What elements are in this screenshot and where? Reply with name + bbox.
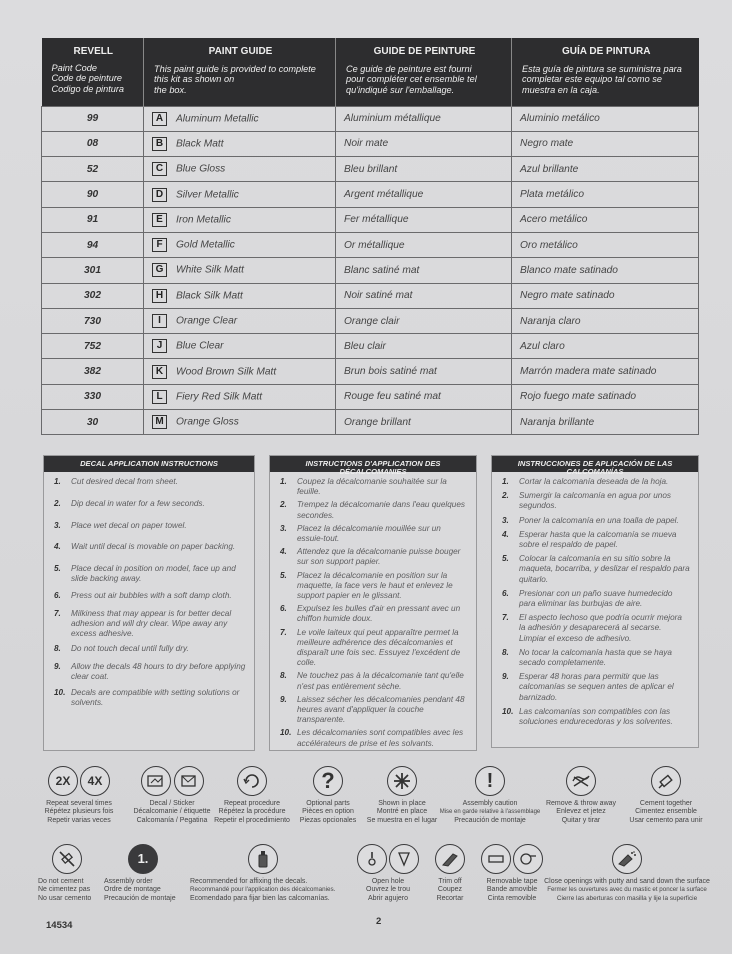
step-number: 3. [502, 515, 509, 525]
step-number: 5. [54, 564, 61, 574]
header-guia-pintura: GUÍA DE PINTURA Esta guía de pintura se suministra para completar este equipo tal como se muestra en la caja. [512, 38, 699, 106]
paint-code: 52 [42, 157, 144, 182]
paint-name-fr: Orange clair [336, 308, 512, 333]
kit-number: 14534 [46, 920, 73, 931]
step-text: Esperar 48 horas para permitir que las calcomanías se sequen antes de aplicar el barnizado. [519, 672, 674, 702]
paint-code: 91 [42, 207, 144, 232]
paint-name-en: Orange Clear [176, 315, 238, 327]
step-number: 8. [502, 647, 509, 657]
decal-step [280, 571, 468, 602]
paint-code: 30 [42, 410, 144, 435]
paint-letter: C [152, 162, 167, 176]
decal-step [502, 477, 690, 487]
decal-steps-list [270, 472, 476, 749]
symbol-trim-off [420, 844, 480, 903]
decal-step [502, 648, 690, 668]
paint-name-fr: Or métallique [336, 232, 512, 257]
step-text: Coupez la décalcomanie souhaitée sur la feuille. [297, 477, 447, 497]
decal-instructions-title: DECAL APPLICATION INSTRUCTIONS [44, 456, 254, 472]
paint-row [42, 207, 699, 232]
header-line: Paint Code [51, 62, 97, 73]
paint-name-es: Marrón madera mate satinado [512, 359, 699, 384]
symbol-optional-parts [290, 766, 366, 825]
symbol-label: Se muestra en el lugar [366, 816, 438, 824]
step-text: Esperar hasta que la calcomanía se mueva sobre el respaldo de papel. [519, 529, 677, 550]
header-line: pour compléter cet ensemble tel [346, 74, 477, 85]
symbol-label: Ne cimentez pas [38, 886, 91, 894]
paint-letter: B [152, 137, 167, 151]
symbol-label: Calcomanía / Pegatina [136, 816, 208, 824]
header-line: Ce guide de peinture est fourni [346, 63, 472, 74]
header-line: muestra en la caja. [522, 84, 600, 95]
step-number: 7. [54, 608, 61, 618]
step-number: 5. [280, 570, 287, 580]
symbol-label: Cinta removible [487, 894, 537, 902]
symbol-remove-throw-away [540, 766, 622, 825]
symbol-label: Open hole [371, 878, 405, 885]
symbol-label: Quitar y tirar [561, 816, 601, 824]
assembly-order-icon: 1. [128, 844, 158, 874]
step-text: Las calcomanías son compatibles con las soluciones endurecedoras y los solventes. [519, 706, 673, 727]
paint-name-fr: Aluminium métallique [336, 106, 512, 131]
paint-row [42, 359, 699, 384]
symbol-label: Enlevez et jetez [556, 808, 606, 816]
step-text: Placez la décalcomanie mouillée sur un essuie-tout. [297, 523, 441, 544]
paint-table-header [42, 38, 699, 106]
paint-name-fr: Blanc satiné mat [336, 258, 512, 283]
decal-step [502, 613, 690, 644]
paint-name-fr: Noir satiné mat [336, 283, 512, 308]
header-line: the box. [154, 84, 187, 95]
paint-en-cell [144, 131, 336, 156]
shown-in-place-icon [387, 766, 417, 796]
paint-letter: M [152, 415, 167, 429]
decal-step [280, 547, 468, 567]
decal-step [54, 609, 246, 640]
symbol-label: Removable tape [486, 878, 538, 885]
symbol-label: Shown in place [378, 800, 426, 807]
paint-name-es: Negro mate satinado [512, 283, 699, 308]
step-text: Place wet decal on paper towel. [71, 520, 187, 530]
paint-name-fr: Fer métallique [336, 207, 512, 232]
header-paint-guide: PAINT GUIDE This paint guide is provided to complete this kit as shown on the box. [144, 38, 336, 106]
paint-letter: E [152, 213, 167, 227]
step-text: Cut desired decal from sheet. [71, 477, 178, 486]
paint-en-cell [144, 182, 336, 207]
paint-row [42, 131, 699, 156]
paint-row [42, 283, 699, 308]
paint-code: 94 [42, 232, 144, 257]
header-line: Code de peinture [51, 73, 122, 84]
paint-row [42, 384, 699, 409]
decal-step [502, 491, 690, 511]
step-text: Allow the decals 48 hours to dry before applying clear coat. [71, 661, 246, 681]
paint-letter: A [152, 112, 167, 126]
symbol-removable-tape [478, 844, 546, 903]
step-number: 2. [280, 500, 287, 510]
header-line: qu'indiqué sur l'emballage. [346, 84, 455, 95]
symbol-label: Répétez plusieurs fois [44, 808, 114, 816]
step-text: Expulsez les bulles d'air en pressant avec un chiffon humide doux. [297, 604, 461, 624]
paint-name-fr: Orange brillant [336, 410, 512, 435]
step-text: Milkiness that may appear is for better decal adhesion and will dry clear. Wipe away any excess adhesive. [71, 608, 232, 639]
step-number: 7. [280, 627, 287, 637]
step-text: Sumergir la calcomanía en agua por unos segundos. [519, 491, 672, 511]
recommended-affixing-icon [248, 844, 278, 874]
paint-name-es: Rojo fuego mate satinado [512, 384, 699, 409]
paint-code: 90 [42, 182, 144, 207]
paint-en-cell [144, 258, 336, 283]
header-line: Codigo de pintura [51, 83, 125, 94]
paint-name-es: Naranja claro [512, 308, 699, 333]
paint-en-cell [144, 410, 336, 435]
decal-instructions-title: INSTRUCTIONS D'APPLICATION DES DÉCALCOMANIES [270, 456, 476, 472]
decal-step [280, 604, 468, 624]
paint-letter: J [152, 339, 167, 353]
page-number: 2 [376, 916, 382, 927]
step-number: 6. [502, 588, 509, 598]
paint-table-body [42, 106, 699, 435]
symbol-label: Piezas opcionales [299, 816, 357, 824]
step-text: Place decal in position on model, face up and slide backing away. [71, 564, 236, 584]
paint-name-es: Naranja brillante [512, 410, 699, 435]
paint-name-en: Black Matt [176, 138, 224, 150]
do-not-cement-icon [52, 844, 82, 874]
symbol-label: Cimentez ensemble [635, 808, 697, 816]
step-number: 8. [280, 671, 287, 681]
symbol-label: Cierre las aberturas con masilla y lije la superficie [556, 894, 698, 902]
symbol-label: Ouvrez le trou [366, 886, 410, 894]
paint-letter: H [152, 289, 167, 303]
symbol-label: Repetir varias veces [47, 816, 111, 824]
decal-step [54, 564, 246, 584]
symbol-label: Assembly caution [462, 800, 518, 807]
paint-en-cell [144, 283, 336, 308]
paint-name-fr: Noir mate [336, 131, 512, 156]
step-number: 7. [502, 613, 509, 623]
step-text: Decals are compatible with setting solutions or solvents. [71, 688, 240, 708]
symbol-label: Recortar [436, 894, 464, 902]
paint-name-es: Aluminio metálico [512, 106, 699, 131]
paint-row [42, 334, 699, 359]
symbol-label: Ordre de montage [104, 886, 161, 894]
symbol-cement-together [622, 766, 710, 825]
paint-name-en: Orange Gloss [176, 416, 239, 428]
symbol-label: Assembly order [104, 878, 153, 885]
step-number: 1. [54, 477, 61, 486]
step-number: 3. [54, 520, 61, 530]
symbol-repeat-procedure [212, 766, 292, 825]
badge-4x: 4X [80, 766, 110, 796]
paint-name-en: White Silk Matt [176, 265, 244, 277]
paint-name-en: Black Silk Matt [176, 290, 243, 302]
trim-off-icon [435, 844, 465, 874]
step-text: Dip decal in water for a few seconds. [71, 498, 205, 508]
paint-name-es: Blanco mate satinado [512, 258, 699, 283]
cement-together-icon [651, 766, 681, 796]
paint-name-fr: Brun bois satiné mat [336, 359, 512, 384]
optional-parts-icon: ? [313, 766, 343, 796]
paint-name-en: Fiery Red Silk Matt [176, 391, 263, 403]
paint-name-fr: Bleu brillant [336, 157, 512, 182]
repeat-2x-4x-icon [38, 766, 120, 796]
paint-en-cell [144, 384, 336, 409]
symbol-label: Cement together [639, 800, 693, 807]
symbol-label: Recommandé pour l'application des décalcomanies. [190, 886, 336, 894]
step-number: 2. [54, 498, 61, 508]
step-text: Laissez sécher les décalcomanies pendant 48 heures avant d'appliquer la couche transparente. [297, 694, 465, 725]
paint-name-es: Azul brillante [512, 157, 699, 182]
step-number: 9. [502, 672, 509, 682]
step-number: 9. [280, 694, 287, 704]
paint-code: 382 [42, 359, 144, 384]
decal-step [502, 530, 690, 550]
decal-step [54, 591, 246, 601]
paint-row [42, 182, 699, 207]
step-text: Poner la calcomanía en una toalla de papel. [519, 515, 679, 525]
symbol-open-hole [350, 844, 426, 903]
symbol-decal-sticker [128, 766, 216, 825]
step-number: 10. [502, 706, 514, 716]
step-text: Le voile laiteux qui peut apparaître permet la meilleure adhérence des décalcomanies et disparaît une fois sec. Essuyez l'excédent de colle. [297, 627, 461, 668]
symbol-label: Decal / Sticker [149, 800, 195, 807]
step-number: 4. [280, 547, 287, 557]
paint-name-es: Plata metálico [512, 182, 699, 207]
symbol-label: Bande amovible [486, 886, 538, 894]
paint-row [42, 157, 699, 182]
paint-row [42, 308, 699, 333]
step-number: 6. [54, 590, 61, 600]
decal-step [280, 628, 468, 669]
paint-name-en: Iron Metallic [176, 214, 231, 226]
step-number: 4. [54, 542, 61, 552]
symbol-assembly-order [104, 844, 188, 903]
paint-code: 301 [42, 258, 144, 283]
paint-letter: D [152, 188, 167, 202]
decal-step [54, 644, 246, 654]
symbol-label: Pièces en option [302, 808, 354, 816]
step-number: 2. [502, 491, 509, 501]
step-number: 10. [54, 688, 66, 698]
step-number: 10. [280, 728, 292, 738]
symbol-label: Montré en place [376, 808, 428, 816]
paint-code: 752 [42, 334, 144, 359]
symbol-label: Coupez [437, 886, 463, 894]
symbol-label: Décalcomanie / étiquette [133, 808, 211, 816]
header-line: This paint guide is provided to complete [154, 63, 316, 74]
step-text: Les décalcomanies sont compatibles avec les accélérateurs de prise et les solvants. [297, 728, 464, 748]
paint-letter: L [152, 390, 167, 404]
symbol-label: Ecomendado para fijar bien las calcomanías. [190, 894, 330, 902]
paint-en-cell [144, 157, 336, 182]
decal-step [54, 542, 246, 552]
putty-sand-icon [612, 844, 642, 874]
paint-row [42, 232, 699, 257]
paint-code: 330 [42, 384, 144, 409]
symbol-label: Recommended for affixing the decals. [190, 878, 308, 885]
paint-code: 730 [42, 308, 144, 333]
paint-en-cell [144, 207, 336, 232]
symbol-label: Trim off [438, 878, 462, 885]
decal-step [54, 688, 246, 708]
symbol-label: Abrir agujero [367, 894, 409, 902]
paint-guide-table [41, 38, 699, 435]
symbol-label: Repetir el procedimiento [214, 816, 290, 824]
paint-name-en: Blue Clear [176, 341, 224, 352]
paint-row [42, 258, 699, 283]
paint-name-es: Acero metálico [512, 207, 699, 232]
badge-2x: 2X [48, 766, 78, 796]
step-text: El aspecto lechoso que podría ocurrir mejora la adhesión y desaparecerá al secarse. Limpiar el exceso de adhesivo. [519, 613, 682, 643]
assembly-caution-icon: ! [475, 766, 505, 796]
paint-name-es: Oro metálico [512, 232, 699, 257]
step-text: Colocar la calcomanía en su sitio sobre la maqueta, bocarriba, y deslizar el respaldo para quitarlo. [519, 554, 690, 584]
symbol-label: Close openings with putty and sand down the surface [544, 878, 710, 885]
symbol-label: Precaución de montaje [104, 894, 176, 902]
decal-step [54, 499, 246, 509]
symbol-assembly-caution [438, 766, 542, 825]
symbol-label: Repeat procedure [223, 800, 281, 807]
decal-sticker-icon [128, 766, 216, 796]
symbol-label: Repeat several times [46, 800, 112, 807]
decal-step [280, 695, 468, 726]
removable-tape-icon [478, 844, 546, 874]
paint-name-fr: Bleu clair [336, 334, 512, 359]
decal-instructions-es [491, 455, 699, 748]
remove-throw-away-icon [566, 766, 596, 796]
step-number: 6. [280, 604, 287, 614]
decal-step [502, 516, 690, 526]
step-text: Trempez la décalcomanie dans l'eau quelques secondes. [297, 500, 465, 520]
decal-steps-list [44, 472, 254, 708]
step-text: Do not touch decal until fully dry. [71, 644, 189, 654]
symbol-label: Optional parts [306, 800, 350, 807]
step-number: 3. [280, 523, 287, 533]
paint-en-cell [144, 334, 336, 359]
paint-name-es: Negro mate [512, 131, 699, 156]
symbol-putty-sand [544, 844, 710, 903]
paint-name-fr: Argent métallique [336, 182, 512, 207]
paint-letter: F [152, 238, 167, 252]
decal-instructions-en [43, 455, 255, 751]
step-text: Attendez que la décalcomanie puisse bouger sur son support papier. [297, 547, 461, 567]
decal-step [502, 707, 690, 727]
step-number: 1. [280, 477, 287, 486]
step-number: 1. [502, 477, 509, 486]
decal-step [502, 589, 690, 609]
paint-row [42, 106, 699, 131]
symbol-label: Precaución de montaje [454, 816, 526, 824]
decal-step [280, 477, 468, 497]
paint-name-en: Blue Gloss [176, 163, 226, 175]
paint-name-en: Wood Brown Silk Matt [176, 366, 277, 378]
paint-code: 302 [42, 283, 144, 308]
step-text: Wait until decal is movable on paper backing. [71, 542, 236, 552]
decal-step [502, 554, 690, 585]
symbol-label: Remove & throw away [545, 800, 617, 807]
paint-name-en: Aluminum Metallic [176, 113, 259, 125]
decal-step [502, 672, 690, 703]
decal-step [280, 671, 468, 691]
header-revell: REVELL Paint Code Code de peinture Codigo de pintura [42, 38, 144, 106]
decal-step [54, 521, 246, 531]
paint-code: 99 [42, 106, 144, 131]
step-number: 8. [54, 644, 61, 654]
decal-instructions-title: INSTRUCCIONES DE APLICACIÓN DE LAS CALCOMANÍAS [492, 456, 698, 472]
symbol-shown-in-place [364, 766, 440, 825]
step-number: 5. [502, 554, 509, 564]
symbol-label: Fermer les ouvertures avec du mastic et poncer la surface [547, 886, 707, 894]
step-text: Placez la décalcomanie en position sur la maquette, la face vers le haut et enlevez le support papier en le glissant. [297, 570, 453, 601]
header-guide-peinture: GUIDE DE PEINTURE Ce guide de peinture est fourni pour compléter cet ensemble tel qu'indiqué sur l'emballage. [336, 38, 512, 106]
step-text: Cortar la calcomanía deseada de la hoja. [519, 477, 669, 486]
header-line: Esta guía de pintura se suministra para [522, 63, 682, 74]
paint-name-es: Azul claro [512, 334, 699, 359]
step-text: Presionar con un paño suave humedecido para eliminar las burbujas de aire. [519, 588, 673, 609]
decal-step [280, 728, 468, 748]
symbol-recommended-affixing [190, 844, 340, 903]
open-hole-icon [350, 844, 426, 874]
decal-step [280, 524, 468, 544]
step-number: 4. [502, 529, 509, 539]
paint-en-cell [144, 106, 336, 131]
decal-step [280, 500, 468, 520]
symbol-label: Do not cement [38, 878, 84, 885]
header-line: this kit as shown on [154, 74, 235, 85]
paint-code: 08 [42, 131, 144, 156]
symbol-do-not-cement [38, 844, 104, 903]
symbol-label: Mise en garde relative à l'assemblage [439, 809, 541, 816]
paint-letter: K [152, 365, 167, 379]
step-text: Ne touchez pas à la décalcomanie tant qu'elle n'est pas entièrement sèche. [297, 671, 464, 691]
paint-name-fr: Rouge feu satiné mat [336, 384, 512, 409]
repeat-procedure-icon [237, 766, 267, 796]
paint-name-en: Gold Metallic [176, 239, 235, 251]
decal-step [54, 662, 246, 682]
paint-row [42, 410, 699, 435]
symbol-label: Usar cemento para unir [629, 816, 703, 824]
decal-instructions-fr [269, 455, 477, 751]
symbol-label: Répétez la procédure [218, 808, 286, 816]
symbol-repeat-several-times [38, 766, 120, 825]
step-text: No tocar la calcomanía hasta que se haya secado completamente. [519, 647, 672, 668]
step-number: 9. [54, 661, 61, 671]
step-text: Press out air bubbles with a soft damp cloth. [71, 590, 232, 600]
paint-en-cell [144, 359, 336, 384]
paint-en-cell [144, 308, 336, 333]
paint-name-en: Silver Metallic [176, 189, 239, 201]
decal-steps-list [492, 472, 698, 727]
paint-letter: I [152, 314, 167, 328]
symbol-label: No usar cemento [38, 894, 92, 902]
paint-letter: G [152, 263, 167, 277]
decal-step [54, 477, 246, 487]
header-line: completar este equipo tal como se [522, 74, 662, 85]
paint-en-cell [144, 232, 336, 257]
